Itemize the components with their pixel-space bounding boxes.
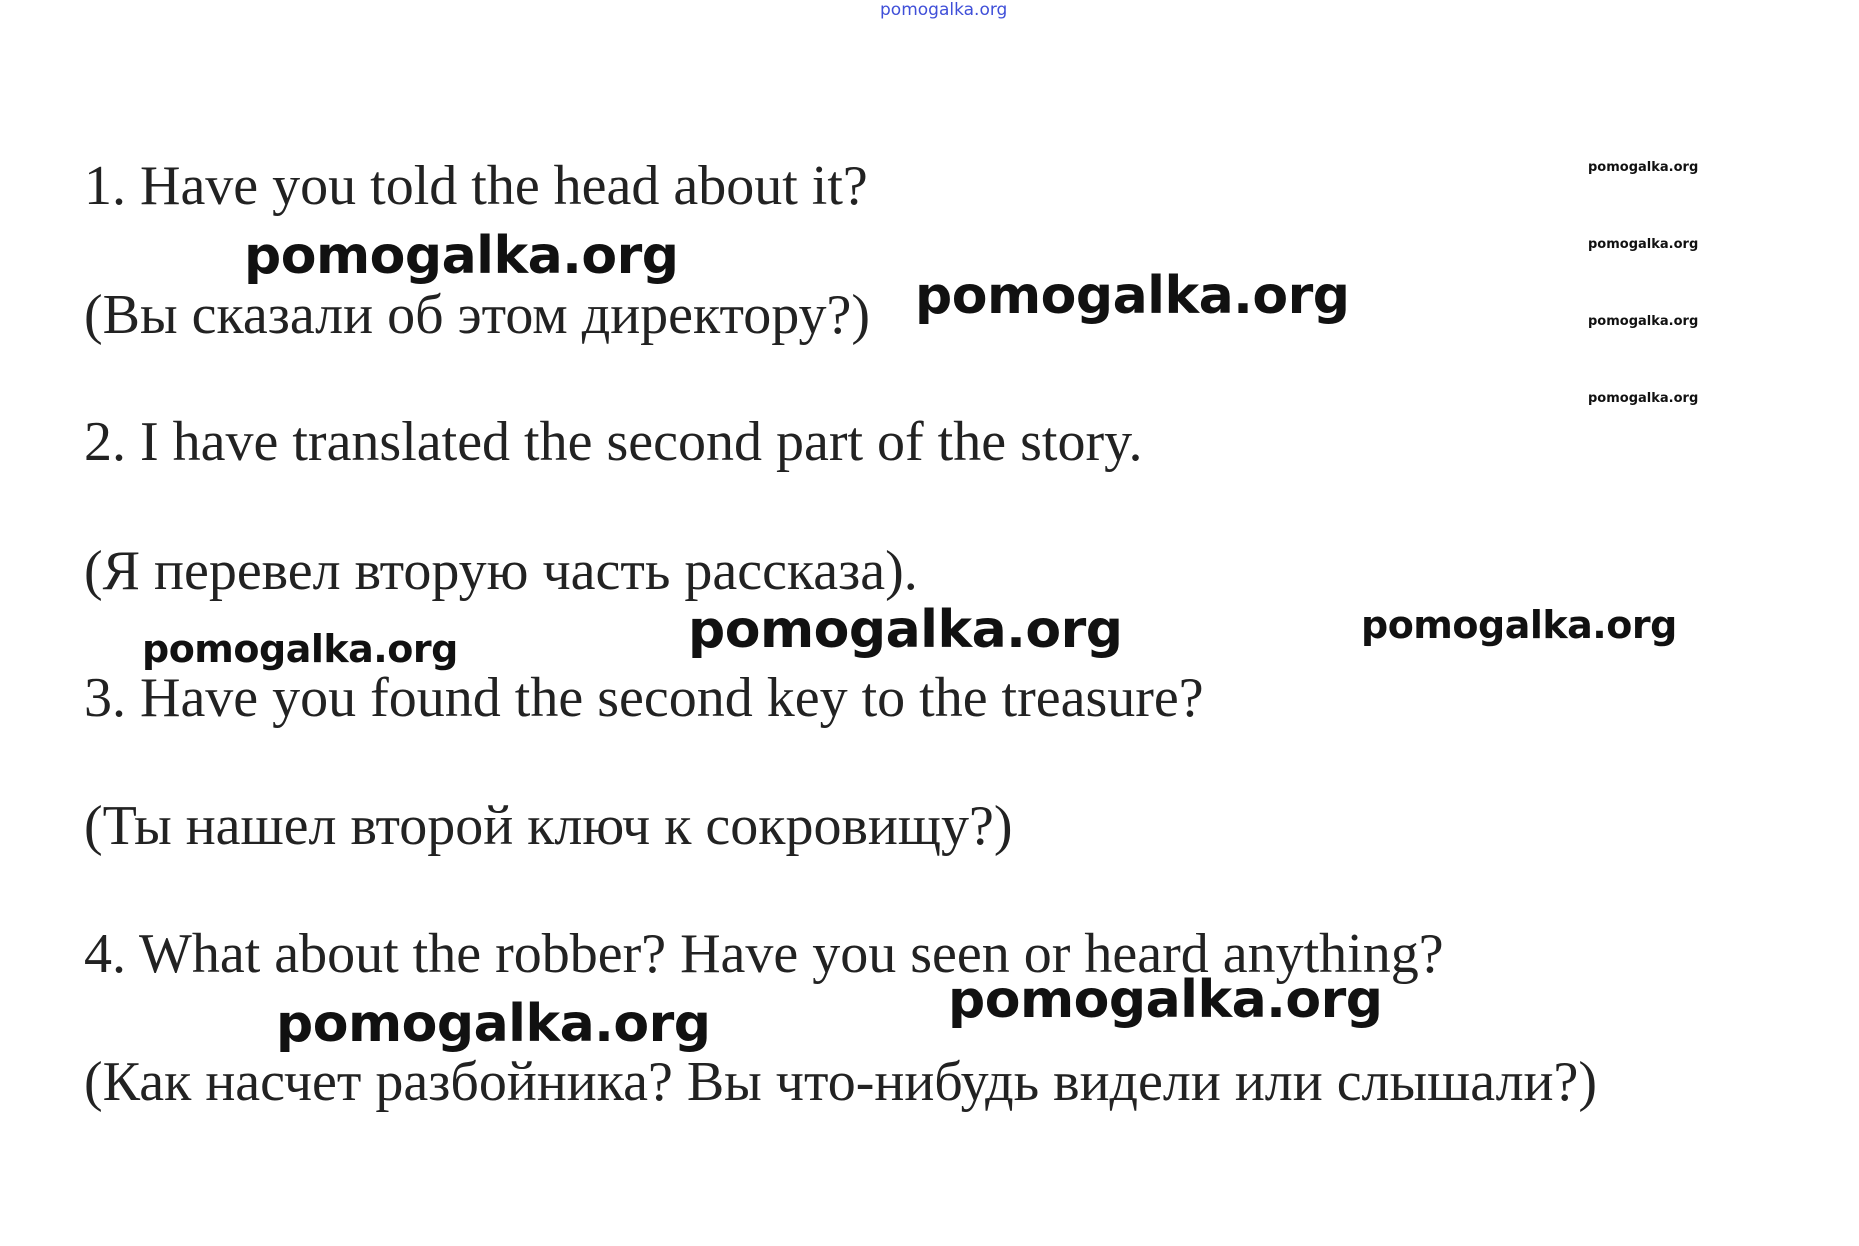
- sentence-4-english: 4. What about the robber? Have you seen or heard anything?: [84, 923, 1444, 985]
- watermark-small: pomogalka.org: [1588, 391, 1699, 406]
- sentence-3-russian: (Ты нашел второй ключ к сокровищу?): [84, 795, 1013, 857]
- watermark: pomogalka.org: [142, 627, 458, 671]
- sentence-4-russian: (Как насчет разбойника? Вы что-нибудь видели или слышали?): [84, 1051, 1598, 1113]
- watermark-top: pomogalka.org: [880, 0, 1008, 20]
- watermark: pomogalka.org: [276, 994, 711, 1054]
- sentence-1-russian: (Вы сказали об этом директору?): [84, 284, 870, 346]
- watermark-small: pomogalka.org: [1588, 160, 1699, 175]
- sentence-2-english: 2. I have translated the second part of the story.: [84, 411, 1143, 473]
- watermark: pomogalka.org: [244, 226, 679, 286]
- watermark: pomogalka.org: [915, 266, 1350, 326]
- sentence-3-english: 3. Have you found the second key to the treasure?: [84, 667, 1204, 729]
- watermark: pomogalka.org: [948, 970, 1383, 1030]
- watermark: pomogalka.org: [1361, 603, 1677, 647]
- watermark-small: pomogalka.org: [1588, 237, 1699, 252]
- watermark: pomogalka.org: [688, 600, 1123, 660]
- sentence-2-russian: (Я перевел вторую часть рассказа).: [84, 540, 918, 602]
- watermark-small: pomogalka.org: [1588, 314, 1699, 329]
- sentence-1-english: 1. Have you told the head about it?: [84, 155, 868, 217]
